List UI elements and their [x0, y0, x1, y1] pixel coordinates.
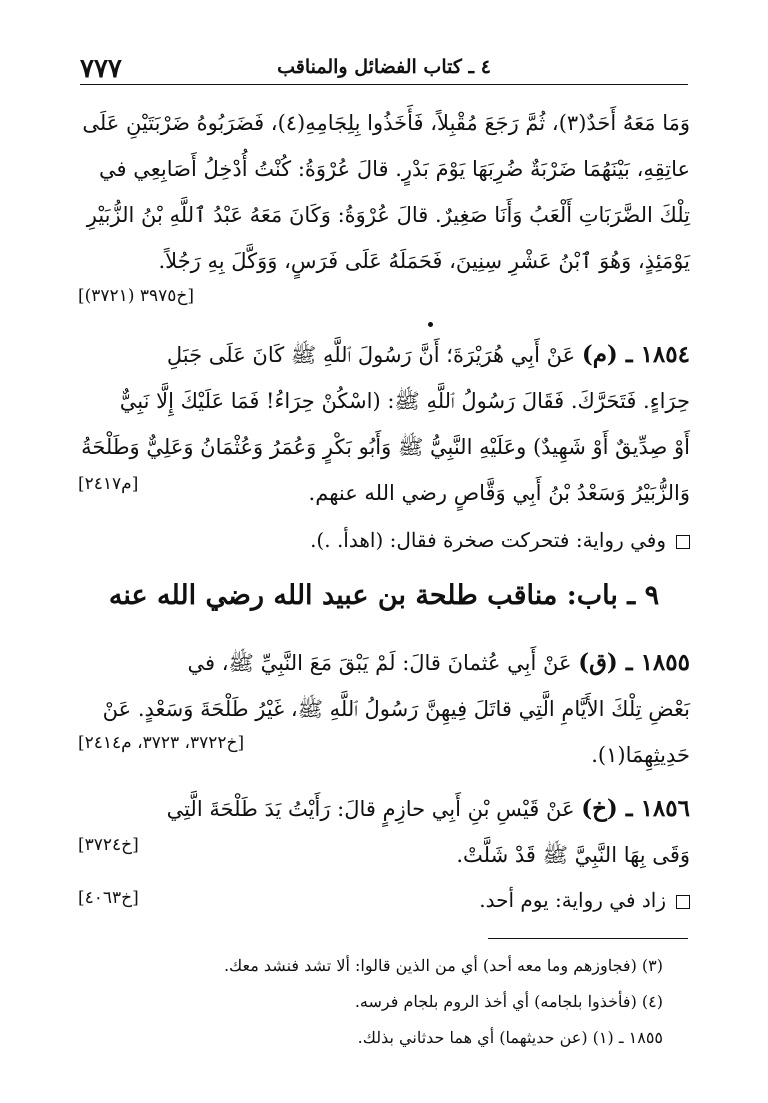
- footnote: (٤) (فأخذوا بلجامه) أي أخذ الروم بلجام فرسه.: [354, 992, 663, 1011]
- text-line: تِلْكَ الضَّرَبَاتِ أَلْعَبُ وَأَنَا صَغِيرٌ. قالَ عُرْوَةُ: وَكَانَ مَعَهُ عَبْدُ ٱللَّهِ بْنُ الزُّبَيْرِ: [86, 203, 690, 227]
- page-header: [80, 50, 688, 85]
- footnote: (٣) (فجاوزهم وما معه أحد) أي من الذين قالوا: ألا تشد فنشد معك.: [223, 956, 663, 975]
- text-line: ١٨٥٥ ـ (ق) عَنْ أَبِي عُثمانَ قالَ: لَمْ يَبْقَ مَعَ النَّبِيِّ ﷺ، في: [187, 649, 690, 676]
- hadith-number: ١٨٥٥ ـ (ق): [578, 649, 690, 676]
- hadith-1854: [78, 332, 690, 516]
- square-bullet-icon: [676, 895, 690, 909]
- narration-text: زاد في رواية: يوم أحد.: [479, 888, 666, 912]
- text-line: وَمَا مَعَهُ أَحَدٌ(٣)، ثُمَّ رَجَعَ مُقْبِلاً، فَأَخَذُوا بِلِجَامِهِ(٤)، فَضَرَبُوهُ ضَرْبَتَيْنِ عَلَى: [82, 111, 690, 135]
- hadith-1856: [78, 786, 690, 878]
- separator-dot: [428, 322, 433, 327]
- text-line: عاتِقِهِ، بَيْنَهُمَا ضَرْبَةٌ ضُرِبَهَا يَوْمَ بَدْرٍ. قالَ عُرْوَةُ: كُنْتُ أُدْخِلُ أَصَابِعِي في: [99, 157, 690, 181]
- text-line: بَعْضِ تِلْكَ الأَيَّامِ الَّتِي قاتَلَ فِيهِنَّ رَسُولُ ٱللَّهِ ﷺ، غَيْرُ طَلْحَةَ وَسَعْدٍ. عَنْ: [102, 697, 690, 721]
- text-line: أَوْ صِدِّيقٌ أَوْ شَهِيدٌ) وعَلَيْهِ النَّبِيُّ ﷺ وَأَبُو بَكْرٍ وَعُمَرُ وَعُثْمَانُ وَعَلِيٌّ وَطَلْحَةُ: [81, 435, 690, 459]
- text-line: يَوْمَئِذٍ، وَهُوَ ٱبْنُ عَشْرِ سِنِينَ، فَحَمَلَهُ عَلَى فَرَسٍ، وَوَكَّلَ بِهِ رَجُلاً.: [158, 249, 690, 273]
- hadith-reference: [خ٣٩٧٥ (٣٧٢١)]: [78, 286, 195, 306]
- running-title: ٤ ـ كتاب الفضائل والمناقب: [277, 56, 491, 78]
- narration-note: [78, 880, 690, 920]
- hadith-reference: [خ٣٧٢٢، ٣٧٢٣، م٢٤١٤]: [78, 733, 245, 753]
- page-number: ٧٧٧: [80, 54, 122, 84]
- text-line: وَقَى بِهَا النَّبِيَّ ﷺ قَدْ شَلَّتْ.: [456, 843, 690, 867]
- chapter-heading: ٩ ـ باب: مناقب طلحة بن عبيد الله رضي الله عنه: [108, 580, 660, 611]
- hadith-1855: [78, 640, 690, 778]
- text-line: حِرَاءٍ. فَتَحَرَّكَ. فَقَالَ رَسُولُ ٱللَّهِ ﷺ: (اسْكُنْ حِرَاءُ! فَمَا عَلَيْكَ إِلَّا نَبِيٌّ: [119, 389, 690, 413]
- hadith-reference: [م٢٤١٧]: [78, 474, 139, 494]
- footnote-divider: [488, 938, 688, 939]
- hadith-reference: [خ٤٠٦٣]: [78, 888, 139, 908]
- narration-text: وفي رواية: فتحركت صخرة فقال: (اهدأ. .).: [310, 528, 666, 552]
- text-line: وَالزُّبَيْرُ وَسَعْدُ بْنُ أَبِي وَقَّاصٍ رضي الله عنهم.: [308, 481, 690, 505]
- text-line: ١٨٥٦ ـ (خ) عَنْ قَيْسِ بْنِ أَبِي حازِمٍ قالَ: رَأَيْتُ يَدَ طَلْحَةَ الَّتِي: [166, 795, 690, 822]
- footnote: ١٨٥٥ ـ (١) (عن حديثهما) أي هما حدثاني بذلك.: [357, 1028, 663, 1047]
- text-line: ١٨٥٤ ـ (م) عَنْ أَبِي هُرَيْرَةَ؛ أَنَّ رَسُولَ ٱللَّهِ ﷺ كَانَ عَلَى جَبَلِ: [166, 341, 690, 368]
- text-line: حَدِيثِهِمَا(١).: [591, 743, 690, 767]
- narration-note: [78, 520, 690, 560]
- hadith-number: ١٨٥٤ ـ (م): [581, 341, 690, 368]
- hadith-reference: [خ٣٧٢٤]: [78, 835, 139, 855]
- footnotes: [78, 948, 663, 1056]
- paragraph-continuation: [78, 100, 690, 284]
- hadith-number: ١٨٥٦ ـ (خ): [581, 795, 690, 822]
- square-bullet-icon: [676, 535, 690, 549]
